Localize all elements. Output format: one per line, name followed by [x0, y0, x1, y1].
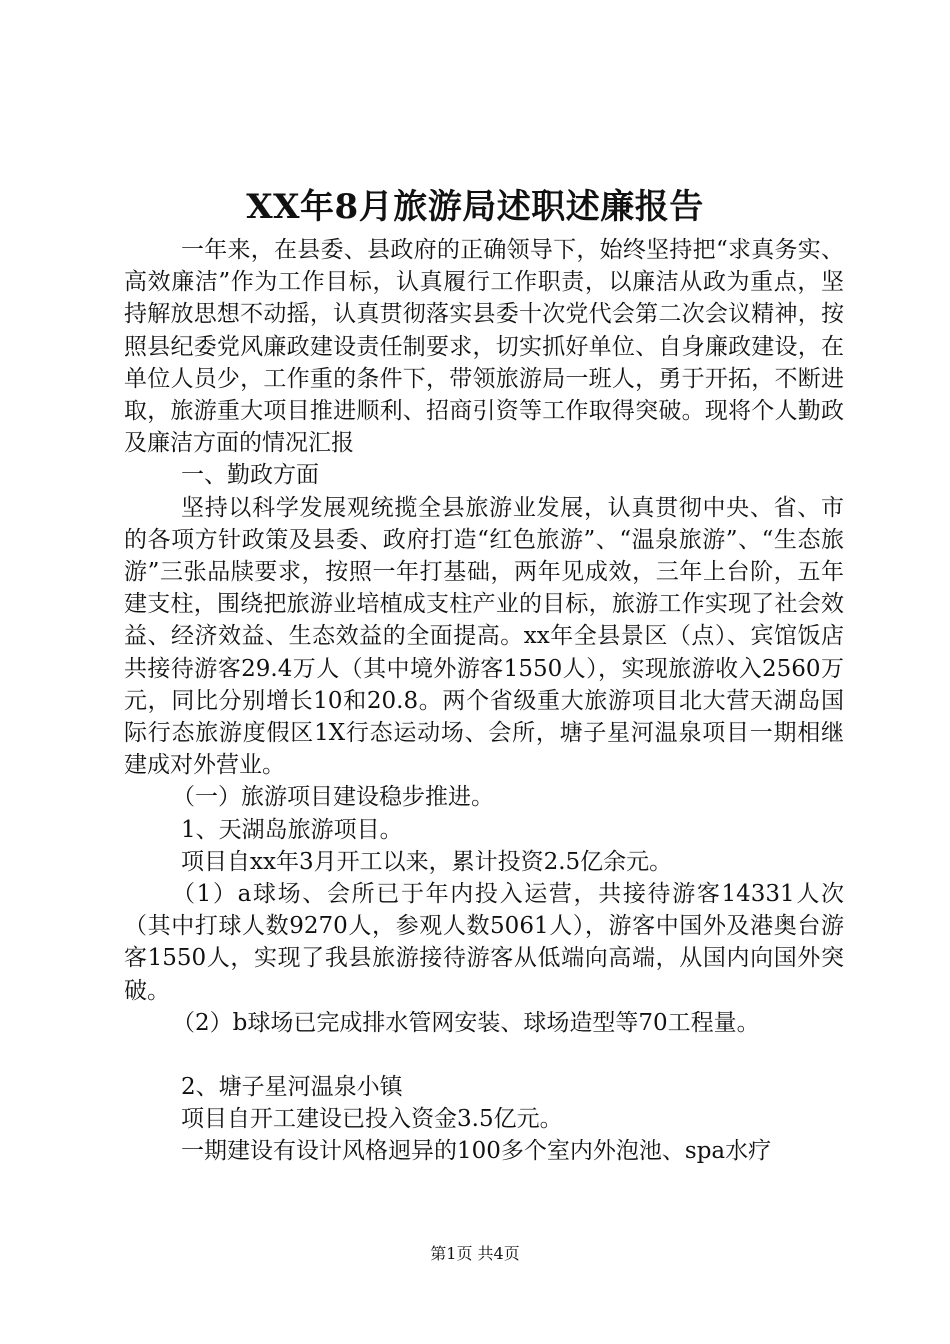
- subsection-heading-projects: （一）旅游项目建设稳步推进。: [172, 784, 494, 811]
- paragraph-diligence: 坚持以科学发展观统揽全县旅游业发展，认真贯彻中央、省、市的各项方针政策及县委、政府打造“红色旅游”、“温泉旅游”、“生态旅游”三张品牍要求，按照一年打基础，两年见成效，三年上台阶，五年建支柱，围绕把旅游业培植成支柱产业的目标，旅游工作实现了社会效益、经济效益、生态效益的全面提高。xx年全县景区（点）、宾馆饭店共接待游客29.4万人（其中境外游客1550人），实现旅游收入2560万元，同比分别增长10和20.8。两个省级重大旅游项目北大营天湖岛国际行态旅游度假区1X行态运动场、会所，塘子星河温泉项目一期相继建成对外营业。: [124, 494, 844, 779]
- paragraph-course-b: （2）b球场已完成排水管网安装、球场造型等70工程量。: [172, 1009, 760, 1036]
- paragraph-tangzi-investment: 项目自开工建设已投入资金3.5亿元。: [181, 1106, 563, 1133]
- page-number-footer: 第1页 共4页: [430, 1244, 520, 1263]
- item-heading-tianhu: 1、天湖岛旅游项目。: [181, 816, 403, 843]
- paragraph-course-a: （1）a球场、会所已于年内投入运营，共接待游客14331人次（其中打球人数9270人，参观人数5061人），游客中国外及港奥台游客1550人，实现了我县旅游接待游客从低端向高端，从国内向国外突破。: [124, 881, 844, 1004]
- paragraph-tianhu-investment: 项目自xx年3月开工以来，累计投资2.5亿余元。: [181, 848, 673, 875]
- document-title: XX年8月旅游局述职述廉报告: [246, 187, 704, 227]
- paragraph-tangzi-phase-one: 一期建设有设计风格迥异的100多个室内外泡池、spa水疗: [181, 1138, 772, 1165]
- document-body: [124, 234, 844, 1168]
- paragraph-intro: 一年来，在县委、县政府的正确领导下，始终坚持把“求真务实、高效廉洁”作为工作目标，认真履行工作职责，以廉洁从政为重点，坚持解放思想不动摇，认真贯彻落实县委十次党代会第二次会议精神，按照县纪委党风廉政建设责任制要求，切实抓好单位、自身廉政建设，在单位人员少，工作重的条件下，带领旅游局一班人，勇于开拓，不断进取，旅游重大项目推进顺利、招商引资等工作取得突破。现将个人勤政及廉洁方面的情况汇报: [124, 237, 844, 457]
- blank-line: [124, 1039, 844, 1071]
- section-heading-diligence: 一、勤政方面: [181, 462, 319, 489]
- item-heading-tangzi: 2、塘子星河温泉小镇: [181, 1074, 403, 1101]
